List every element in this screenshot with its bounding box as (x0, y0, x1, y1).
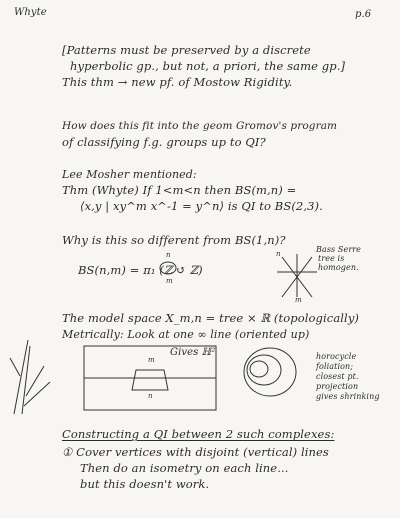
tree-label-n: n (276, 250, 281, 258)
constructing-heading: Constructing a QI between 2 such complexes: (62, 427, 335, 441)
horocycle-note-5: gives shrinking (316, 392, 380, 401)
metrically-note: Metrically: Look at one ∞ line (oriented up) (62, 328, 310, 341)
step-one: ① Cover vertices with disjoint (vertical) lines (62, 445, 329, 459)
page-number: p.6 (355, 9, 372, 20)
strip-label-m: m (148, 356, 155, 364)
horocycle-note-2: foliation; (316, 362, 354, 371)
loop-label-n: n (166, 251, 171, 259)
gromov-question-line-2: of classifying f.g. groups up to QI? (62, 135, 266, 149)
strip-label-n: n (148, 392, 153, 400)
mosher-mention: Lee Mosher mentioned: (62, 168, 197, 181)
loop-label-m: m (166, 277, 173, 285)
step-three: but this doesn't work. (80, 477, 210, 491)
tree-label-m: m (295, 296, 302, 304)
gives-h2: Gives ℍ² (170, 347, 216, 358)
horocycle-note-1: horocycle (316, 352, 357, 361)
bs-formula: BS(n,m) = π₁ (ℤ ↺ ℤ) (78, 263, 203, 277)
why-question: Why is this so different from BS(1,n)? (62, 233, 286, 247)
bracket-remark-line-2: hyperbolic gp., but not, a priori, the same gp.] (70, 59, 346, 73)
bass-serre-note-1: Bass Serre (316, 245, 361, 254)
bass-serre-note-2: tree is (318, 254, 345, 263)
step-two: Then do an isometry on each line... (80, 461, 289, 475)
branching-tree-sketch (6, 336, 56, 416)
bracket-remark-line-1: [Patterns must be preserved by a discrete (62, 43, 311, 57)
horocycle-note-4: projection (316, 382, 359, 391)
theorem-line-1: Thm (Whyte) If 1<m<n then BS(m,n) = (62, 183, 297, 197)
horocycle-diagram (242, 344, 302, 404)
bass-serre-note-3: homogen. (318, 263, 359, 272)
horocycle-note-3: closest pt. (316, 372, 359, 381)
model-space: The model space X_m,n = tree × ℝ (topologically) (62, 311, 360, 325)
loop-edge-diagram (150, 252, 190, 282)
gromov-question-line-1: How does this fit into the geom Gromov's program (62, 120, 338, 132)
theorem-consequence: This thm → new pf. of Mostow Rigidity. (62, 75, 293, 89)
theorem-line-2: ⟨x,y | xy^m x^-1 = y^n⟩ is QI to BS(2,3). (80, 199, 323, 213)
author-name: Whyte (14, 7, 47, 18)
